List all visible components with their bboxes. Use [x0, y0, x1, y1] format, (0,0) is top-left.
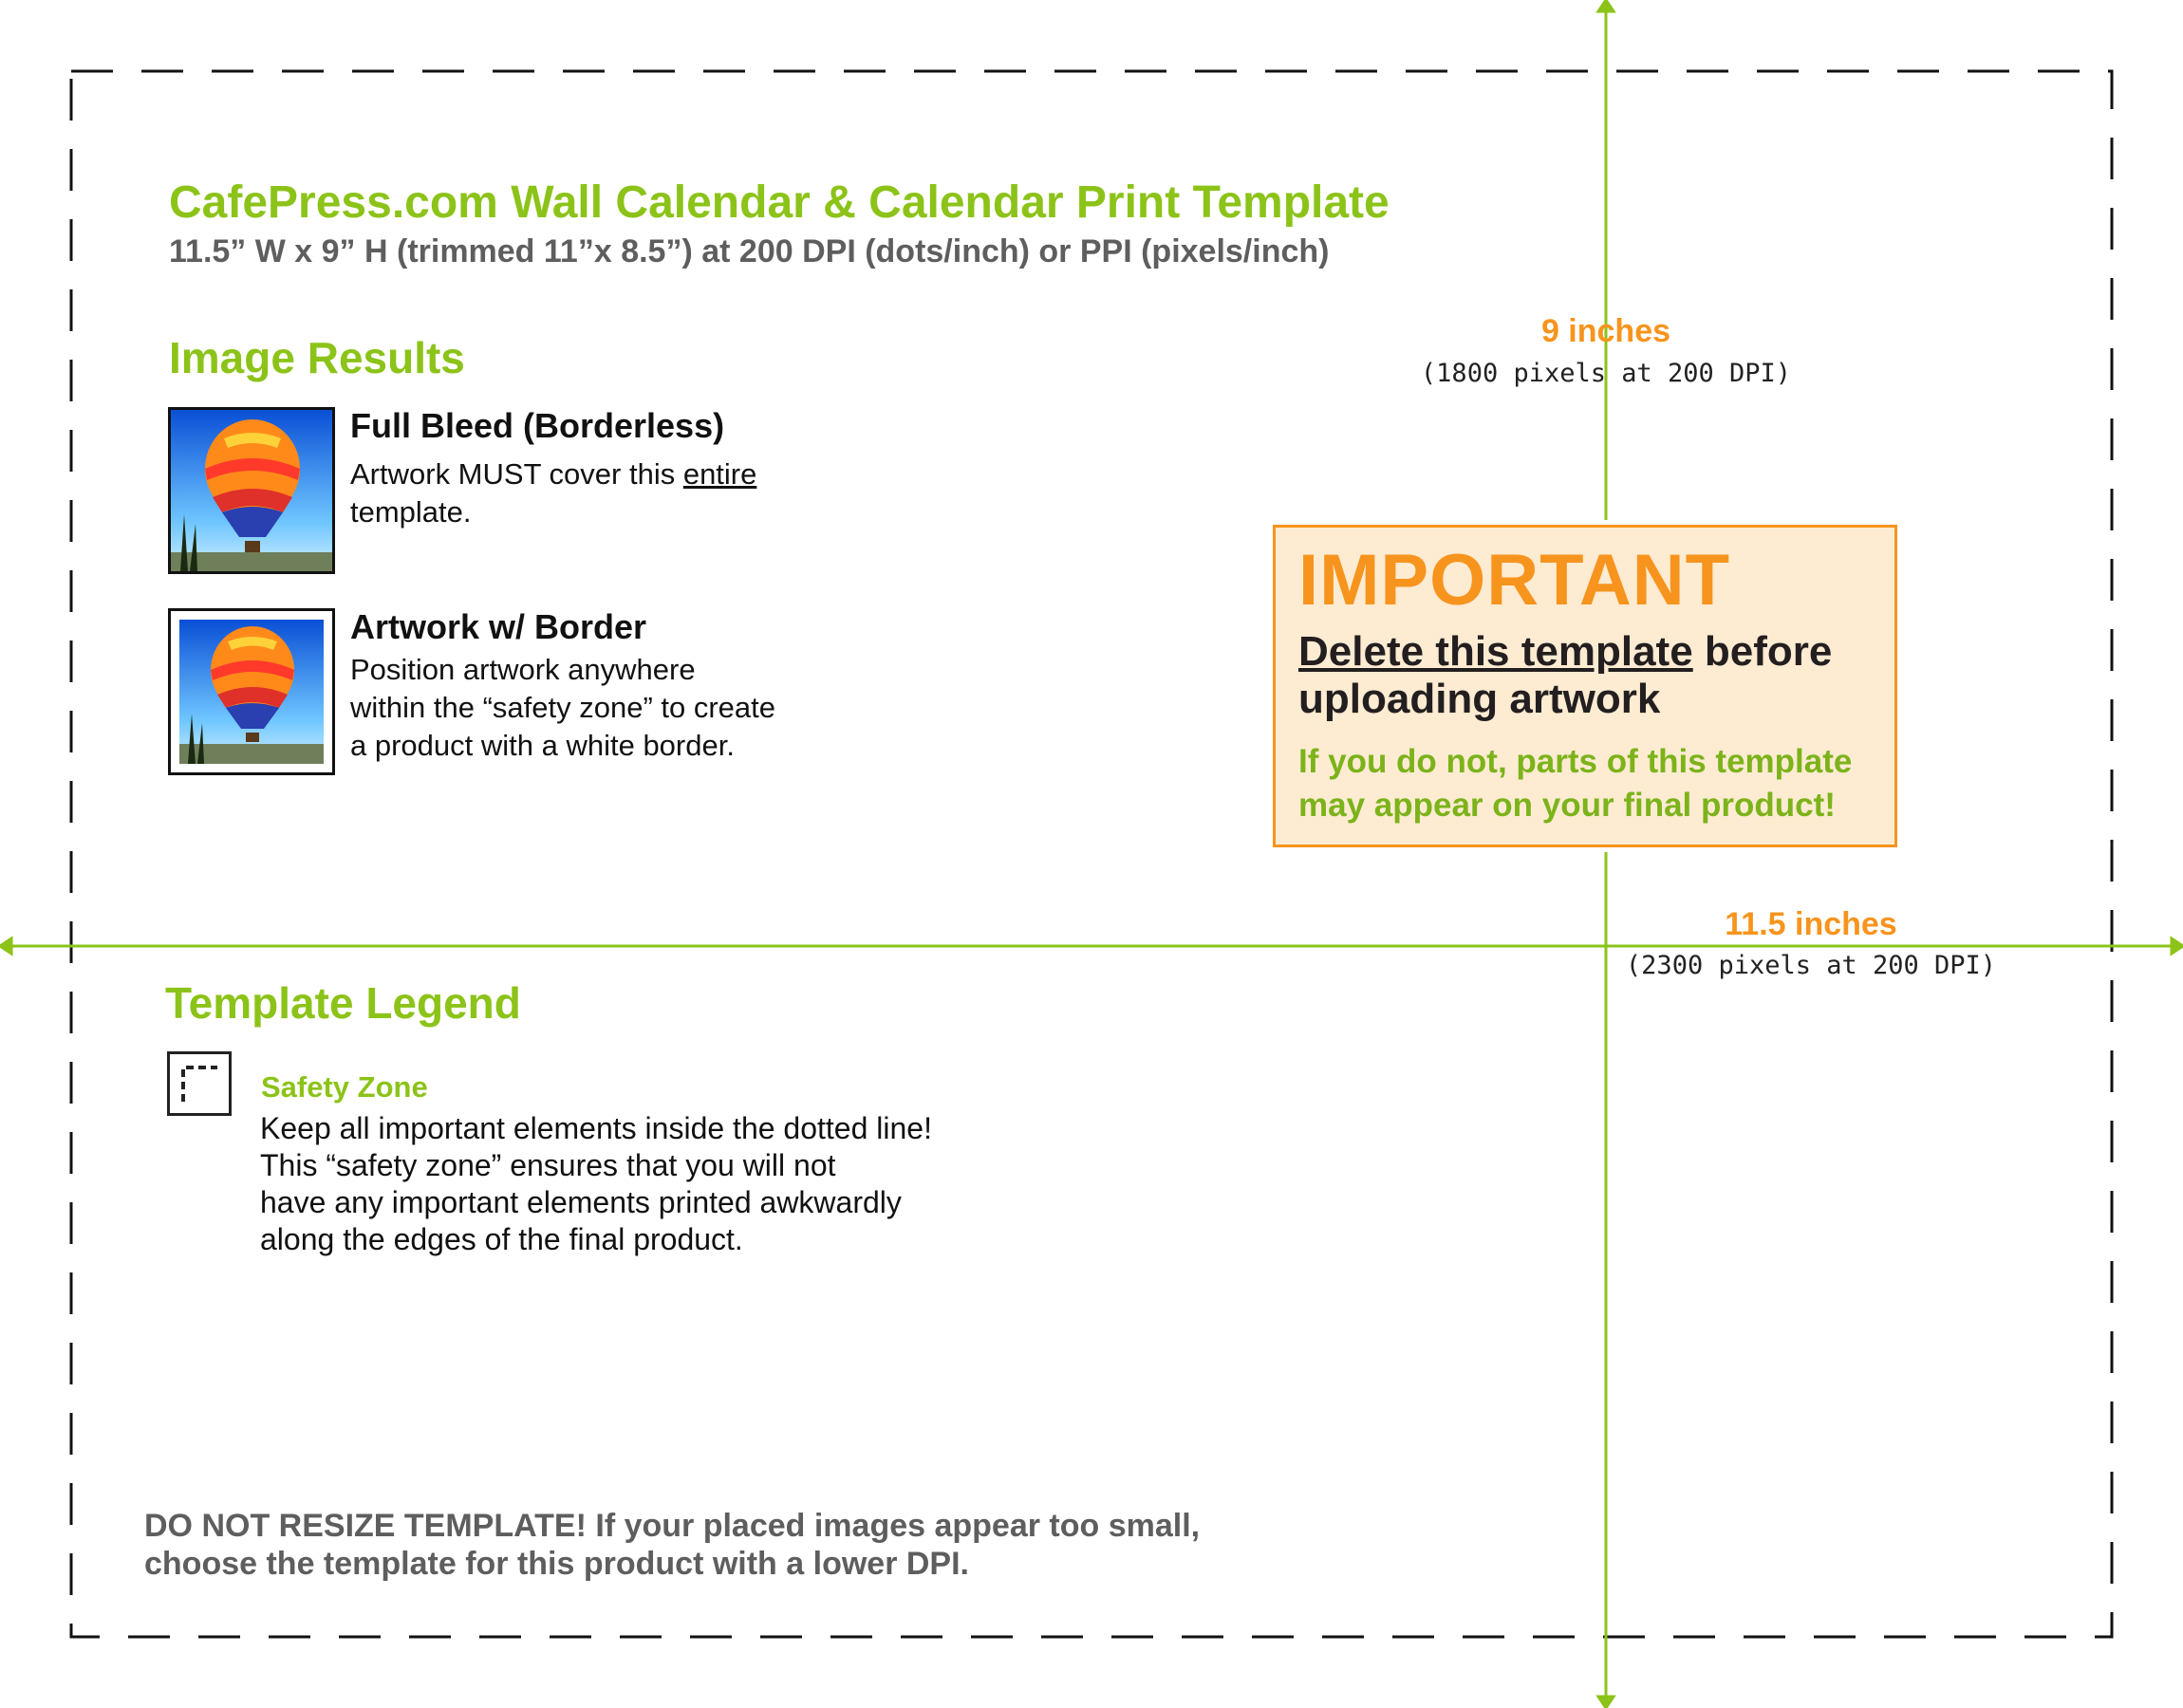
- important-instruction-line1: Delete this template before: [1298, 628, 1833, 675]
- arrow-right-icon: [2172, 938, 2183, 954]
- important-notice: [1273, 525, 1897, 847]
- artwork-border-description: Position artwork anywhere within the “safety zone” to create a product with a white border.: [350, 653, 776, 762]
- width-inches-label: 11.5 inches: [1725, 906, 1897, 942]
- important-title: IMPORTANT: [1298, 540, 1731, 621]
- safety-zone-description: Keep all important elements inside the dotted line! This “safety zone” ensures that you will not have any important elements printed awkwardly along the edges of the final product.: [260, 1111, 932, 1256]
- entire-emphasis: entire: [682, 457, 757, 491]
- arrow-bottom-icon: [1598, 1697, 1614, 1708]
- full-bleed-title: Full Bleed (Borderless): [350, 406, 725, 445]
- important-warning: If you do not, parts of this template may appear on your final product!: [1298, 743, 1853, 824]
- page-title: CafePress.com Wall Calendar & Calendar Print Template: [169, 177, 1390, 228]
- arrow-left-icon: [0, 938, 11, 954]
- width-pixels-label: (2300 pixels at 200 DPI): [1625, 951, 1997, 980]
- page-subtitle: 11.5” W x 9” H (trimmed 11”x 8.5”) at 200 DPI (dots/inch) or PPI (pixels/inch): [169, 233, 1330, 269]
- full-bleed-description: Artwork MUST cover this entire template.: [350, 457, 757, 529]
- hot-air-balloon-photo-icon: [168, 407, 335, 574]
- template-legend-heading: Template Legend: [165, 978, 521, 1028]
- resize-warning: DO NOT RESIZE TEMPLATE! If your placed images appear too small, choose the template for this product with a lower DPI.: [144, 1508, 1201, 1582]
- important-instruction-line2: uploading artwork: [1298, 676, 1661, 722]
- safety-zone-corner-icon: [167, 1051, 232, 1116]
- height-pixels-label: (1800 pixels at 200 DPI): [1420, 359, 1792, 388]
- image-results-heading: Image Results: [169, 333, 465, 382]
- height-inches-label: 9 inches: [1540, 313, 1671, 349]
- artwork-border-title: Artwork w/ Border: [350, 607, 647, 646]
- safety-zone-label: Safety Zone: [261, 1070, 428, 1104]
- arrow-top-icon: [1598, 0, 1614, 11]
- hot-air-balloon-photo-bordered-icon: [168, 608, 335, 775]
